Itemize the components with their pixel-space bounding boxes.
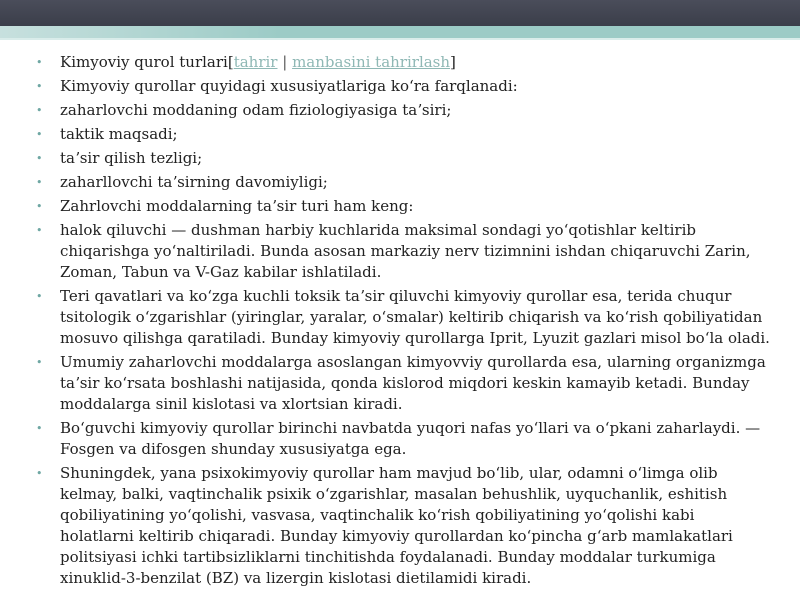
bullet-icon: • xyxy=(36,176,43,189)
list-item xyxy=(30,172,770,193)
list-item-text: taktik maqsadi; xyxy=(60,125,178,143)
slide-content xyxy=(30,52,770,592)
list-item-text: Teri qavatlari va koʻzga kuchli toksik taʼsir qiluvchi kimyoviy qurollar esa, terida chuqur tsitologik oʻzgarishlar (yiringlar, yaralar, oʻsmalar) keltirib chiqarish va koʻrish qobiliyatidan mosuvo qilishga qaratiladi. Bunday kimyoviy qurollarga Iprit, Lyuzit gazlari misol boʻla oladi. xyxy=(60,287,770,347)
list-item-text: Boʻguvchi kimyoviy qurollar birinchi navbatda yuqori nafas yoʻllari va oʻpkani zaharlaydi. — Fosgen va difosgen shunday xususiyatga ega. xyxy=(60,419,761,458)
edit-source-link[interactable]: manbasini tahrirlash xyxy=(292,53,451,71)
bullet-list xyxy=(30,52,770,589)
bracket-close: ] xyxy=(450,53,456,71)
list-item-text: Kimyoviy qurollar quyidagi xususiyatlariga koʻra farqlanadi: xyxy=(60,77,518,95)
list-item xyxy=(30,352,770,415)
list-item xyxy=(30,463,770,589)
slide-header-bar xyxy=(0,0,800,26)
bullet-icon: • xyxy=(36,467,43,480)
section-heading: Kimyoviy qurol turlari xyxy=(60,53,228,71)
bracket-open: [ xyxy=(227,53,234,71)
list-item xyxy=(30,76,770,97)
bullet-icon: • xyxy=(36,356,43,369)
list-item-text: Shuningdek, yana psixokimyoviy qurollar ham mavjud boʻlib, ular, odamni oʻlimga olib kelmay, balki, vaqtinchalik psixik oʻzgarishlar, masalan behushlik, uyquchanlik, eshitish qobiliyatining yoʻqolishi, vasvasa, vaqtinchalik koʻrish qobiliyatining yoʻqolishi kabi holatlarni keltirib chiqaradi. Bunday kimyoviy qurollardan koʻpincha gʻarb mamlakatlari politsiyasi ichki tartibsizliklarni tinchitishda foydalanadi. Bunday moddalar turkumiga xinuklid-3-benzilat (BZ) va lizergin kislotasi dietilamidi kiradi. xyxy=(60,464,733,587)
list-item xyxy=(30,220,770,283)
list-item xyxy=(30,196,770,217)
bullet-icon: • xyxy=(36,104,43,117)
link-separator: | xyxy=(277,53,293,71)
list-item xyxy=(30,418,770,460)
bullet-icon: • xyxy=(36,200,43,213)
edit-link[interactable]: tahrir xyxy=(233,53,278,71)
bullet-icon: • xyxy=(36,128,43,141)
bullet-icon: • xyxy=(36,290,43,303)
list-item xyxy=(30,286,770,349)
list-item xyxy=(30,100,770,121)
heading-item xyxy=(30,52,770,73)
bullet-icon: • xyxy=(36,422,43,435)
list-item-text: Zahrlovchi moddalarning taʼsir turi ham keng: xyxy=(60,197,414,215)
bullet-icon: • xyxy=(36,152,43,165)
bullet-icon: • xyxy=(36,80,43,93)
list-item-text: Umumiy zaharlovchi moddalarga asoslangan kimyovviy qurollarda esa, ularning organizmga taʼsir koʻrsata boshlashi natijasida, qonda kislorod miqdori keskin kamayib ketadi. Bunday moddalarga sinil kislotasi va xlortsian kiradi. xyxy=(60,353,766,413)
bullet-icon: • xyxy=(36,56,43,69)
bullet-icon: • xyxy=(36,224,43,237)
list-item-text: zaharlovchi moddaning odam fiziologiyasiga taʼsiri; xyxy=(60,101,452,119)
list-item xyxy=(30,148,770,169)
list-item-text: halok qiluvchi — dushman harbiy kuchlarida maksimal sondagi yoʻqotishlar keltirib chiqarishga yoʻnaltiriladi. Bunda asosan markaziy nerv tizimnini ishdan chiqaruvchi Zarin, Zoman, Tabun va V-Gaz kabilar ishlatiladi. xyxy=(60,221,751,281)
list-item-text: zaharllovchi taʼsirning davomiyligi; xyxy=(60,173,328,191)
list-item xyxy=(30,124,770,145)
list-item-text: taʼsir qilish tezligi; xyxy=(60,149,203,167)
slide-accent-band xyxy=(0,26,800,38)
